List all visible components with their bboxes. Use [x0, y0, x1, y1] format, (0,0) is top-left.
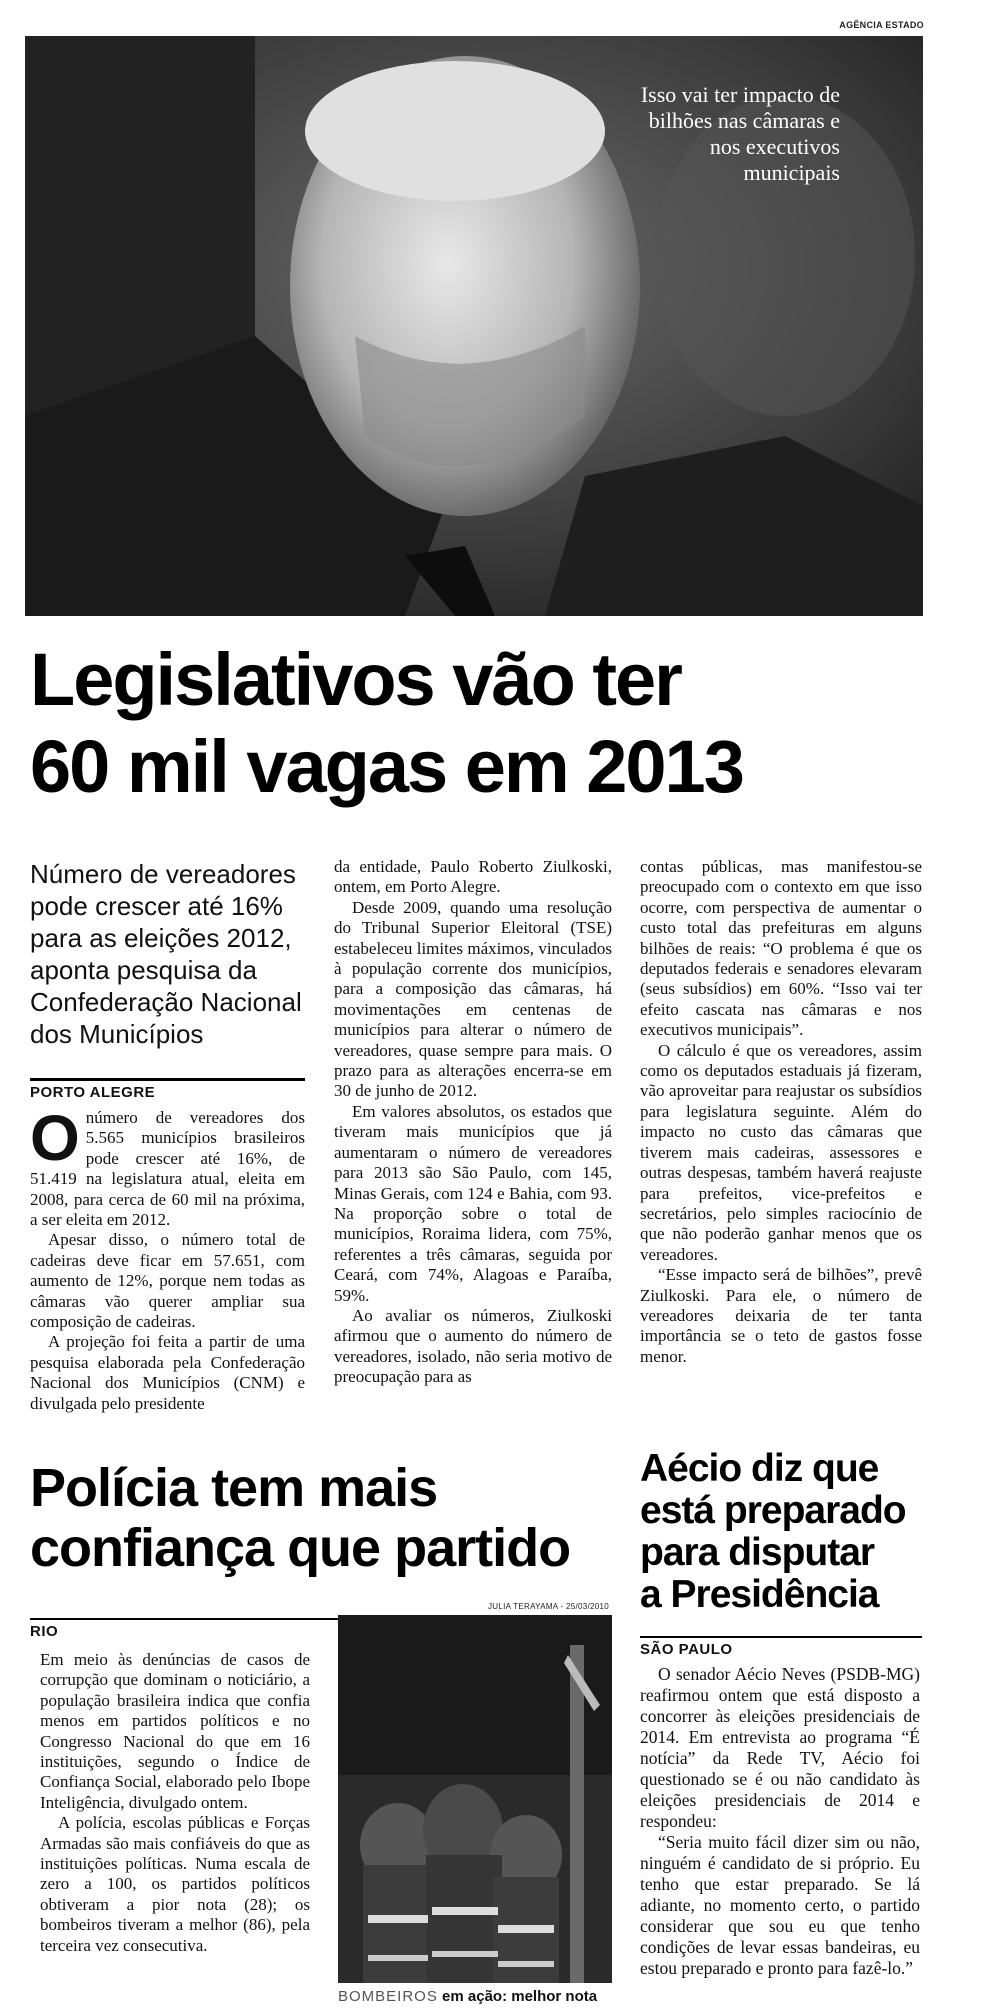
aecio-p2: “Seria muito fácil dizer sim ou não, ninguém é candidato de si próprio. Eu tenho que estar preparado. Se lá adiante, no momento certo, o partido considerar que sou eu que tenho condições de levar essas bandeiras, eu estou preparado e pronto para fazê-lo.” [640, 1832, 920, 1978]
police-headline-line2: confiança que partido [30, 1518, 571, 1578]
police-photo-credit: JULIA TERAYAMA - 25/03/2010 [488, 1602, 610, 1611]
photo-credit: AGÊNCIA ESTADO [839, 20, 924, 30]
aecio-headline-line3: para disputar [640, 1531, 875, 1574]
main-col3-p2: O cálculo é que os vereadores, assim como os deputados estaduais já fizeram, vão aproveitar para reajustar os subsídios para legislatura seguinte. Além do impacto no custo das câmaras que tiverem mais cadeiras, assessores e outras despesas, também haverá reajuste para prefeitos, vice-prefeitos e secretários, pelo simples raciocínio de que não poderão ganhar menos que os vereadores. [640, 1040, 922, 1264]
police-dateline: RIO [30, 1618, 610, 1640]
firefighters-photo [338, 1615, 612, 1983]
police-p2: A polícia, escolas públicas e Forças Armadas são mais confiáveis do que as instituições políticas. Numa escala de zero a 100, os partidos políticos obtiveram a pior nota (28); os bombeiros tiveram a melhor (86), pela terceira vez consecutiva. [40, 1813, 310, 1955]
police-article-body [40, 1650, 310, 1956]
aecio-article-body [640, 1664, 920, 1979]
main-headline-line2: 60 mil vagas em 2013 [30, 725, 743, 808]
main-col2-p4: Ao avaliar os números, Ziulkoski afirmou que o aumento do número de vereadores, isolado, não seria motivo de preocupação para as [334, 1305, 612, 1387]
main-col1-p2: Apesar disso, o número total de cadeiras deve ficar em 57.651, com aumento de 12%, porque nem todas as câmaras vão querer ampliar sua composição de cadeiras. [30, 1230, 305, 1332]
main-col3-p1: contas públicas, mas manifestou-se preocupado com o contexto em que isso ocorre, com perspectiva de aumentar o custo total das prefeituras em alguns bilhões de reais: “O problema é que os deputados federais e senadores elevaram (seus subsídios) em 60%. “Isso vai ter efeito cascata nas câmaras e nos executivos municipais”. [640, 857, 922, 1040]
main-col2-p3: Em valores absolutos, os estados que tiveram mais municípios que já aumentaram o número de vereadores para 2013 são São Paulo, com 145, Minas Gerais, com 124 e Bahia, com 93. Na proporção sobre o total de municípios, Roraima lidera, com 75%, referentes a três câmaras, seguida por Ceará, com 74%, Alagoas e Paraíba, 59%. [334, 1101, 612, 1305]
main-col2-p1: da entidade, Paulo Roberto Ziulkoski, ontem, em Porto Alegre. [334, 857, 612, 897]
photo-quote: Isso vai ter impacto de bilhões nas câmaras e nos executivos municipais [640, 82, 840, 185]
drop-cap: O [30, 1102, 80, 1174]
main-headline-line1: Legislativos vão ter [30, 638, 681, 721]
main-article-col3 [640, 857, 922, 1367]
police-headline-line1: Polícia tem mais [30, 1458, 438, 1518]
aecio-p1: O senador Aécio Neves (PSDB-MG) reafirmou ontem que está disposto a concorrer às eleições presidenciais de 2014. Em entrevista ao programa “É notícia” da Rede TV, Aécio foi questionado se é ou não candidato às eleições presidenciais de 2014 e respondeu: [640, 1664, 920, 1831]
caption-lead: BOMBEIROS [338, 1988, 438, 2005]
police-p1: Em meio às denúncias de casos de corrupção que dominam o noticiário, a população brasileira indica que confia menos em partidos políticos e no Congresso Nacional do que em 16 instituições, segundo o Índice de Confiança Social, elaborado pelo Ibope Inteligência, divulgado ontem. [40, 1650, 310, 1812]
aecio-dateline: SÃO PAULO [640, 1636, 922, 1658]
main-col1-p3: A projeção foi feita a partir de uma pesquisa elaborada pela Confederação Nacional dos Municípios (CNM) e divulgada pelo presidente [30, 1332, 305, 1413]
main-col2-p2: Desde 2009, quando uma resolução do Tribunal Superior Eleitoral (TSE) estabeleceu limites máximos, vinculados à população corrente dos municípios, para a composição das câmaras, há movimentações em centenas de municípios para alterar o número de vereadores, quase sempre para mais. O prazo para as alterações encerra-se em 30 de junho de 2012. [334, 897, 612, 1101]
caption-rest: em ação: melhor nota [442, 1988, 598, 2005]
main-article-col1 [30, 1102, 305, 1414]
main-subhead: Número de vereadores pode crescer até 16% para as eleições 2012, aponta pesquisa da Confederação Nacional dos Municípios [30, 859, 302, 1049]
aecio-headline-line2: está preparado [640, 1489, 906, 1532]
aecio-headline-line4: a Presidência [640, 1573, 879, 1616]
firefighters-caption [338, 1988, 618, 2005]
aecio-headline-line1: Aécio diz que [640, 1447, 879, 1490]
main-dateline: PORTO ALEGRE [30, 1078, 305, 1101]
main-article-col2 [334, 857, 612, 1388]
main-col1-p1: número de vereadores dos 5.565 municípios brasileiros pode crescer até 16%, de 51.419 na legislatura atual, eleita em 2008, para cerca de 60 mil na próxima, a ser eleita em 2012. [30, 1108, 305, 1230]
main-col3-p3: “Esse impacto será de bilhões”, prevê Ziulkoski. Para ele, o número de vereadores deixaria de ter tanta importância se o teto de gastos fosse menor. [640, 1265, 922, 1366]
firefighters-illustration [338, 1615, 612, 1983]
